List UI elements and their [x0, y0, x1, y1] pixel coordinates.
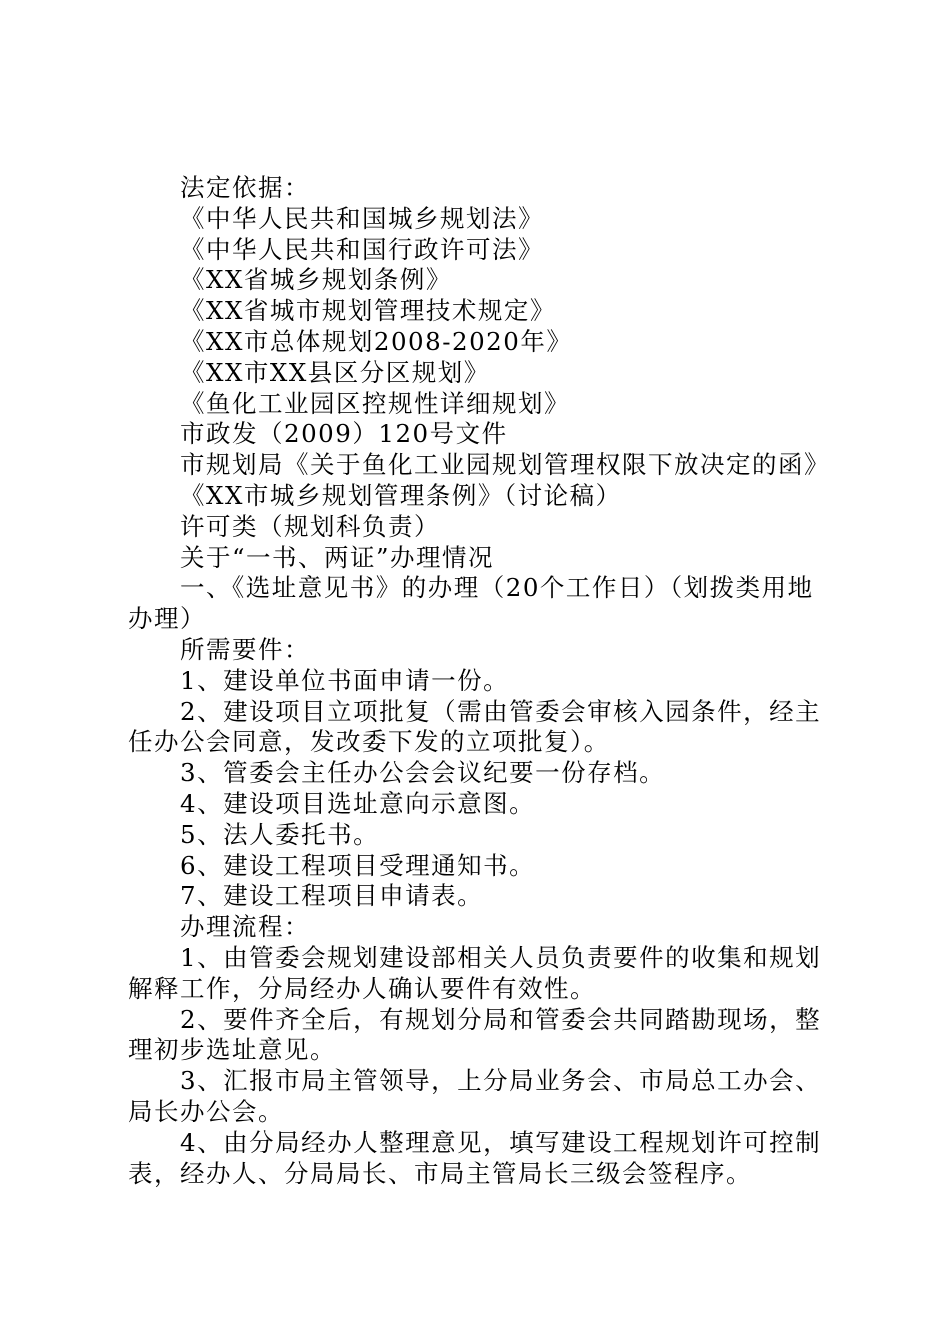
law-item: 《中华人民共和国城乡规划法》 — [180, 203, 544, 233]
heading-legal-basis: 法定依据： — [180, 173, 310, 202]
law-item: 《XX省城市规划管理技术规定》 — [180, 296, 556, 326]
list-item: 2、建设项目立项批复（需由管委会审核入园条件，经主任办公会同意，发改委下发的立项批复）。 — [128, 696, 822, 757]
list-item: 7、建设工程项目申请表。 — [180, 881, 484, 911]
law-item: 《中华人民共和国行政许可法》 — [180, 234, 544, 264]
law-item: 市规划局《关于鱼化工业园规划管理权限下放决定的函》 — [180, 450, 830, 480]
subheading-required-docs: 所需要件： — [180, 634, 310, 664]
list-item: 5、法人委托书。 — [180, 819, 380, 849]
list-item: 6、建设工程项目受理通知书。 — [180, 850, 536, 880]
law-item: 《鱼化工业园区控规性详细规划》 — [180, 388, 570, 418]
section-label: 许可类（规划科负责） — [180, 511, 440, 541]
law-item: 《XX市XX县区分区规划》 — [180, 357, 490, 387]
law-item: 市政发（2009）120号文件 — [180, 419, 508, 449]
list-item: 4、建设项目选址意向示意图。 — [180, 788, 536, 818]
law-item: 《XX省城乡规划条例》 — [180, 265, 452, 295]
list-item: 1、建设单位书面申请一份。 — [180, 665, 510, 695]
list-item: 3、管委会主任办公会会议纪要一份存档。 — [180, 758, 666, 788]
law-item: 《XX市城乡规划管理条例》（讨论稿） — [180, 480, 622, 510]
list-item: 2、要件齐全后，有规划分局和管委会共同踏勘现场，整理初步选址意见。 — [128, 1004, 822, 1065]
section-label: 关于“一书、两证”办理情况 — [180, 542, 495, 572]
section-heading: 一、《选址意见书》的办理（20个工作日）（划拨类用地办理） — [128, 573, 814, 634]
law-item: 《XX市总体规划2008-2020年》 — [180, 326, 573, 356]
document-body — [128, 173, 838, 1189]
list-item: 4、由分局经办人整理意见，填写建设工程规划许可控制表，经办人、分局局长、市局主管局长三级会签程序。 — [128, 1127, 822, 1188]
subheading-process: 办理流程： — [180, 912, 310, 942]
list-item: 1、由管委会规划建设部相关人员负责要件的收集和规划解释工作，分局经办人确认要件有效性。 — [128, 942, 822, 1003]
list-item: 3、汇报市局主管领导，上分局业务会、市局总工办会、局长办公会。 — [128, 1066, 822, 1126]
